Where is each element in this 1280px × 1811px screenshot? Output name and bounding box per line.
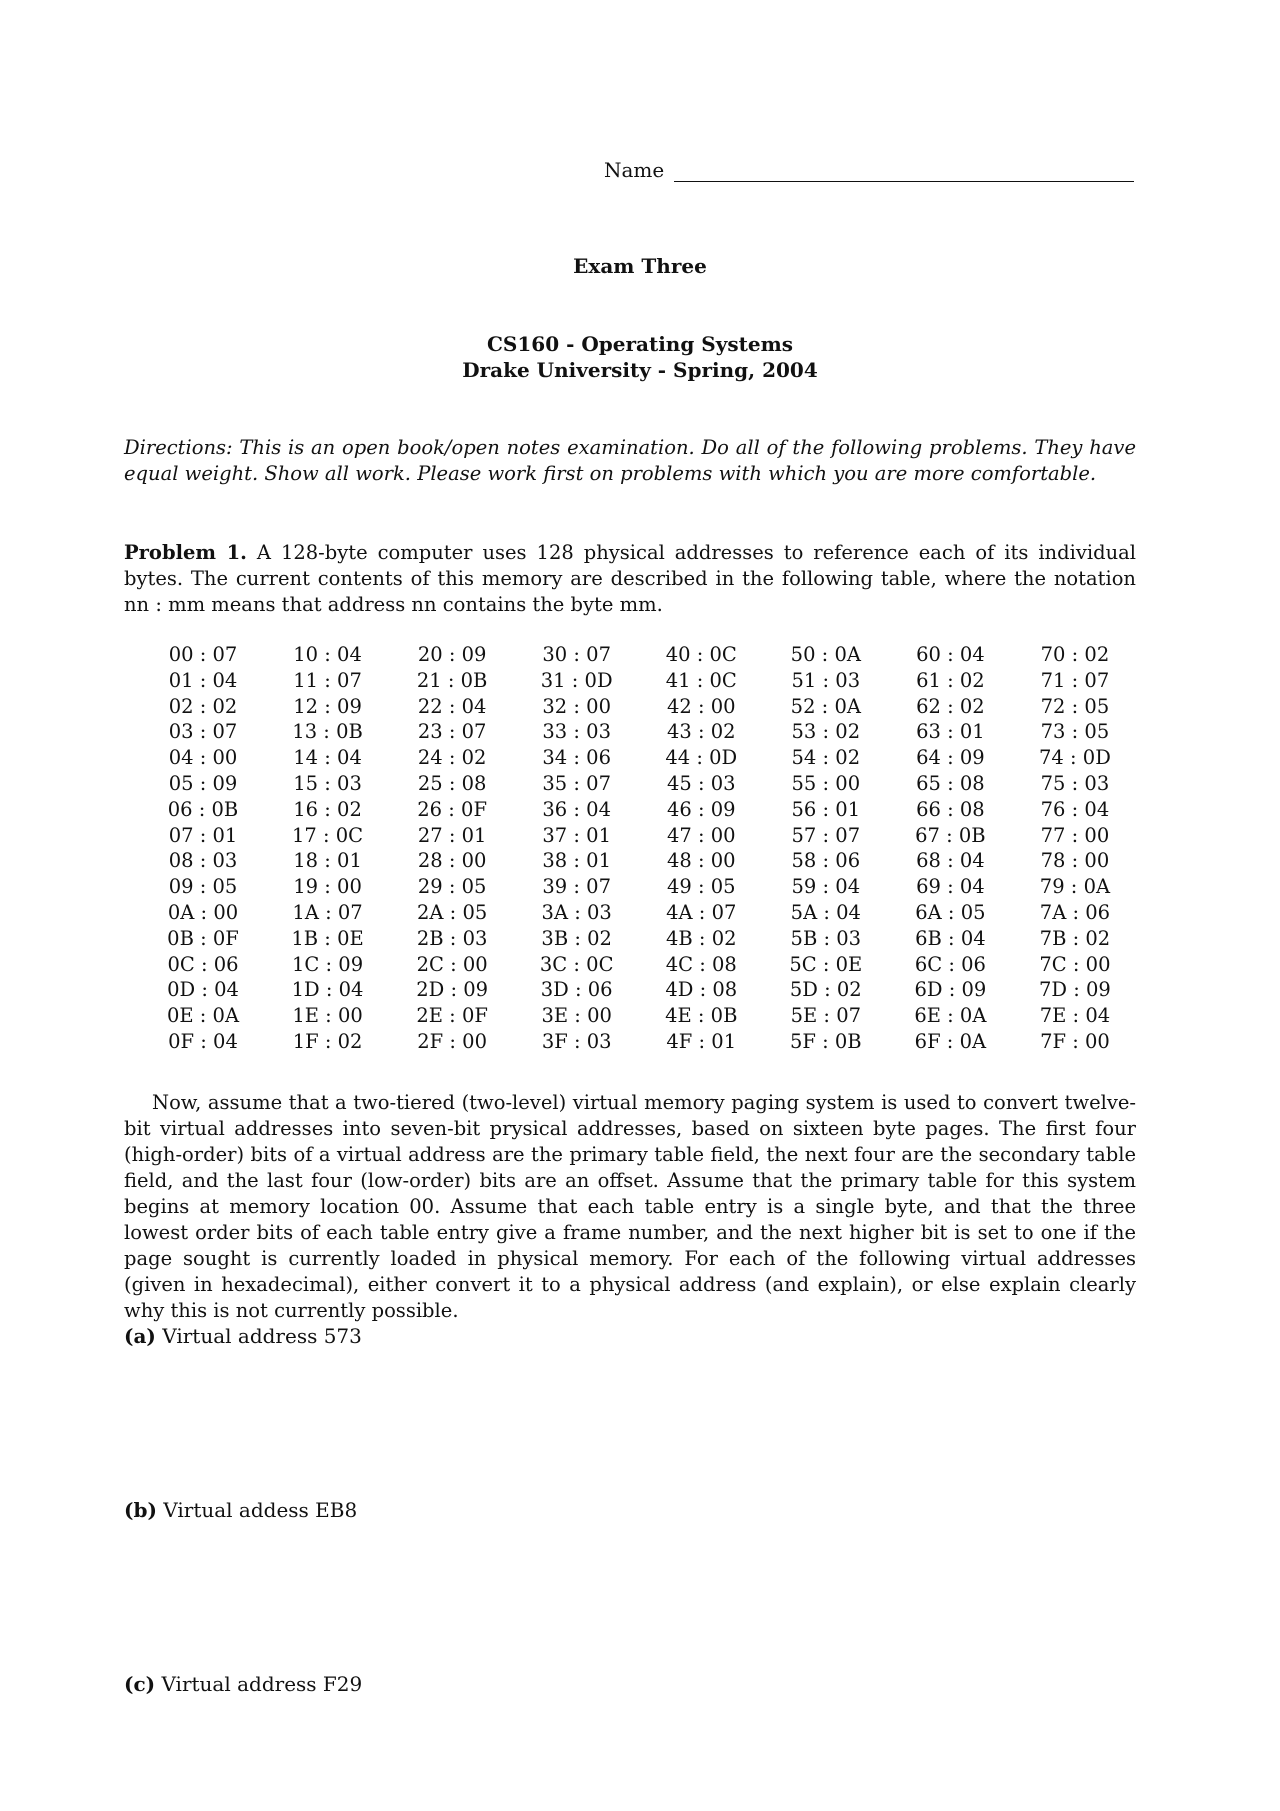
memory-column (1030, 642, 1120, 1055)
memory-entry: 6B : 04 (915, 926, 986, 950)
memory-entry: 48 : 00 (666, 849, 736, 873)
memory-entry: 16 : 02 (293, 797, 362, 821)
memory-entry: 52 : 0A (790, 694, 861, 718)
memory-entry: 43 : 02 (666, 720, 736, 744)
memory-column (781, 642, 871, 1055)
memory-entry: 36 : 04 (542, 797, 611, 821)
exam-title: Exam Three (573, 254, 707, 278)
memory-entry: 68 : 04 (916, 849, 985, 873)
memory-entry: 04 : 00 (168, 746, 238, 770)
memory-entry: 70 : 02 (1040, 643, 1110, 666)
problem-1-label: Problem 1. (124, 541, 247, 564)
memory-entry: 61 : 02 (916, 668, 985, 692)
memory-entry: 18 : 01 (293, 849, 362, 873)
memory-entry: 63 : 01 (916, 720, 985, 744)
problem-1-intro (124, 540, 1136, 618)
memory-entry: 0B : 0F (167, 926, 239, 950)
memory-entry: 5F : 0B (789, 1029, 862, 1053)
memory-entry: 46 : 09 (666, 797, 736, 821)
memory-entry: 64 : 09 (916, 746, 985, 770)
memory-column (283, 642, 373, 1055)
memory-entry: 1B : 0E (291, 926, 364, 950)
memory-entry: 3C : 0C (539, 952, 614, 976)
memory-entry: 67 : 0B (915, 823, 986, 847)
memory-entry: 73 : 05 (1040, 720, 1110, 744)
memory-entry: 4C : 08 (665, 952, 737, 976)
memory-entry: 7A : 06 (1039, 900, 1111, 924)
memory-entry: 0E : 0A (166, 1004, 240, 1028)
memory-entry: 50 : 0A (790, 643, 861, 666)
memory-column (532, 642, 622, 1055)
memory-entry: 4D : 08 (665, 978, 738, 1002)
part-c-text: Virtual address F29 (161, 1672, 363, 1696)
memory-column (905, 642, 995, 1055)
part-b-text: Virtual addess EB8 (163, 1498, 358, 1522)
memory-entry: 10 : 04 (293, 643, 362, 666)
memory-entry: 25 : 08 (417, 771, 487, 795)
memory-entry: 3A : 03 (541, 900, 612, 924)
memory-entry: 44 : 0D (665, 746, 738, 770)
memory-entry: 7D : 09 (1039, 978, 1111, 1002)
memory-entry: 2A : 05 (416, 900, 488, 924)
memory-entry: 3B : 02 (541, 926, 612, 950)
memory-entry: 1D : 04 (291, 978, 364, 1002)
memory-entry: 03 : 07 (168, 720, 238, 744)
memory-entry: 3F : 03 (541, 1029, 612, 1053)
part-b-label: (b) (124, 1498, 157, 1522)
memory-entry: 39 : 07 (542, 875, 611, 899)
memory-entry: 5C : 0E (789, 952, 863, 976)
memory-entry: 3E : 00 (541, 1004, 612, 1028)
memory-entry: 1F : 02 (292, 1029, 363, 1053)
memory-entry: 6F : 0A (914, 1029, 987, 1053)
memory-entry: 62 : 02 (916, 694, 985, 718)
memory-entry: 4E : 0B (665, 1004, 738, 1028)
memory-entry: 14 : 04 (293, 746, 362, 770)
memory-entry: 77 : 00 (1040, 823, 1110, 847)
memory-entry: 35 : 07 (542, 771, 611, 795)
memory-entry: 27 : 01 (417, 823, 487, 847)
memory-entry: 5E : 07 (790, 1004, 862, 1028)
memory-entry: 56 : 01 (791, 797, 861, 821)
memory-entry: 34 : 06 (542, 746, 611, 770)
memory-column (656, 642, 746, 1055)
memory-entry: 4A : 07 (666, 900, 737, 924)
memory-entry: 58 : 06 (791, 849, 861, 873)
part-a-label: (a) (124, 1324, 156, 1348)
memory-entry: 69 : 04 (916, 875, 985, 899)
memory-entry: 38 : 01 (542, 849, 611, 873)
memory-entry: 01 : 04 (168, 668, 238, 692)
memory-entry: 72 : 05 (1040, 694, 1110, 718)
memory-entry: 47 : 00 (666, 823, 736, 847)
part-a-text: Virtual address 573 (162, 1324, 362, 1348)
memory-entry: 0C : 06 (167, 952, 239, 976)
memory-entry: 31 : 0D (540, 668, 613, 692)
memory-entry: 15 : 03 (293, 771, 362, 795)
memory-entry: 54 : 02 (791, 746, 861, 770)
memory-entry: 0F : 04 (168, 1029, 238, 1053)
problem-1-text: A 128-byte computer uses 128 physical addresses to reference each of its individual bytes. The current contents of this memory are described in the following table, where the notation nn : mm means that address nn contains the byte mm. (124, 541, 1136, 616)
memory-entry: 2E : 0F (416, 1004, 488, 1028)
memory-entry: 7C : 00 (1039, 952, 1111, 976)
memory-entry: 79 : 0A (1039, 875, 1111, 899)
memory-entry: 11 : 07 (293, 668, 362, 692)
memory-entry: 06 : 0B (167, 797, 239, 821)
memory-entry: 6C : 06 (914, 952, 986, 976)
memory-entry: 60 : 04 (916, 643, 985, 666)
memory-entry: 7F : 00 (1040, 1029, 1110, 1053)
memory-entry: 22 : 04 (417, 694, 487, 718)
memory-column (158, 642, 248, 1055)
memory-entry: 0A : 00 (167, 900, 239, 924)
part-a (124, 1324, 362, 1348)
memory-entry: 78 : 00 (1040, 849, 1110, 873)
memory-entry: 3D : 06 (540, 978, 613, 1002)
memory-entry: 2F : 00 (417, 1029, 487, 1053)
memory-entry: 41 : 0C (665, 668, 737, 692)
memory-entry: 26 : 0F (417, 797, 487, 821)
memory-entry: 20 : 09 (417, 643, 487, 666)
memory-entry: 55 : 00 (791, 771, 861, 795)
memory-entry: 24 : 02 (417, 746, 487, 770)
memory-entry: 7B : 02 (1039, 926, 1111, 950)
memory-entry: 42 : 00 (666, 694, 736, 718)
memory-entry: 21 : 0B (416, 668, 488, 692)
memory-entry: 0D : 04 (167, 978, 239, 1002)
memory-entry: 08 : 03 (168, 849, 238, 873)
memory-entry: 1A : 07 (292, 900, 363, 924)
memory-entry: 17 : 0C (292, 823, 364, 847)
memory-entry: 19 : 00 (293, 875, 362, 899)
paging-description: Now, assume that a two-tiered (two-level) virtual memory paging system is used to convert twelve-bit virtual addresses into seven-bit prysical addresses, based on sixteen byte pages. The first four (high-order) bits of a virtual address are the primary table field, the next four are the secondary table field, and the last four (low-order) bits are an offset. Assume that the primary table for this system begins at memory location 00. Assume that each table entry is a single byte, and that the three lowest order bits of each table entry give a frame number, and the next higher bit is set to one if the page sought is currently loaded in physical memory. For each of the following virtual addresses (given in hexadecimal), either convert it to a physical address (and explain), or else explain clearly why this is not currently possible. (124, 1091, 1136, 1322)
memory-entry: 6E : 0A (914, 1004, 987, 1028)
memory-entry: 7E : 04 (1039, 1004, 1111, 1028)
memory-entry: 76 : 04 (1040, 797, 1110, 821)
part-c (124, 1672, 362, 1696)
memory-entry: 59 : 04 (791, 875, 861, 899)
memory-entry: 32 : 00 (542, 694, 611, 718)
memory-entry: 65 : 08 (916, 771, 985, 795)
memory-entry: 23 : 07 (417, 720, 487, 744)
memory-entry: 66 : 08 (916, 797, 985, 821)
memory-entry: 37 : 01 (542, 823, 611, 847)
memory-entry: 51 : 03 (791, 668, 861, 692)
memory-entry: 1E : 00 (292, 1004, 363, 1028)
memory-entry: 29 : 05 (417, 875, 487, 899)
memory-entry: 00 : 07 (168, 643, 238, 666)
memory-entry: 5D : 02 (789, 978, 862, 1002)
directions-text: Directions: This is an open book/open notes examination. Do all of the following problems. They have equal weight. Show all work. Please work first on problems with which you are more comfortable. (124, 436, 1136, 485)
memory-entry: 5A : 04 (790, 900, 861, 924)
university-line: Drake University - Spring, 2004 (462, 358, 818, 382)
memory-entry: 13 : 0B (292, 720, 363, 744)
memory-entry: 07 : 01 (168, 823, 238, 847)
memory-entry: 02 : 02 (168, 694, 238, 718)
name-field[interactable] (604, 158, 1134, 182)
memory-entry: 33 : 03 (542, 720, 611, 744)
memory-entry: 75 : 03 (1040, 771, 1110, 795)
memory-column (407, 642, 497, 1055)
memory-entry: 6D : 09 (914, 978, 987, 1002)
memory-entry: 71 : 07 (1040, 668, 1110, 692)
part-b (124, 1498, 357, 1522)
memory-entry: 28 : 00 (417, 849, 487, 873)
memory-entry: 2B : 03 (416, 926, 488, 950)
memory-entry: 4B : 02 (665, 926, 737, 950)
memory-entry: 57 : 07 (791, 823, 861, 847)
memory-entry: 5B : 03 (790, 926, 862, 950)
name-blank-line[interactable] (674, 163, 1134, 182)
memory-entry: 4F : 01 (666, 1029, 737, 1053)
memory-entry: 05 : 09 (168, 771, 238, 795)
memory-entry: 1C : 09 (292, 952, 364, 976)
course-title: CS160 - Operating Systems (487, 332, 793, 356)
memory-entry: 53 : 02 (791, 720, 861, 744)
memory-entry: 74 : 0D (1039, 746, 1111, 770)
memory-contents-table (158, 642, 1120, 1055)
memory-entry: 12 : 09 (293, 694, 362, 718)
memory-entry: 30 : 07 (542, 643, 611, 666)
memory-entry: 09 : 05 (168, 875, 238, 899)
memory-entry: 45 : 03 (666, 771, 736, 795)
memory-entry: 40 : 0C (665, 643, 737, 666)
memory-entry: 6A : 05 (915, 900, 986, 924)
memory-entry: 2D : 09 (416, 978, 489, 1002)
name-label: Name (604, 158, 665, 182)
memory-entry: 2C : 00 (416, 952, 488, 976)
part-c-label: (c) (124, 1672, 156, 1696)
memory-entry: 49 : 05 (666, 875, 736, 899)
